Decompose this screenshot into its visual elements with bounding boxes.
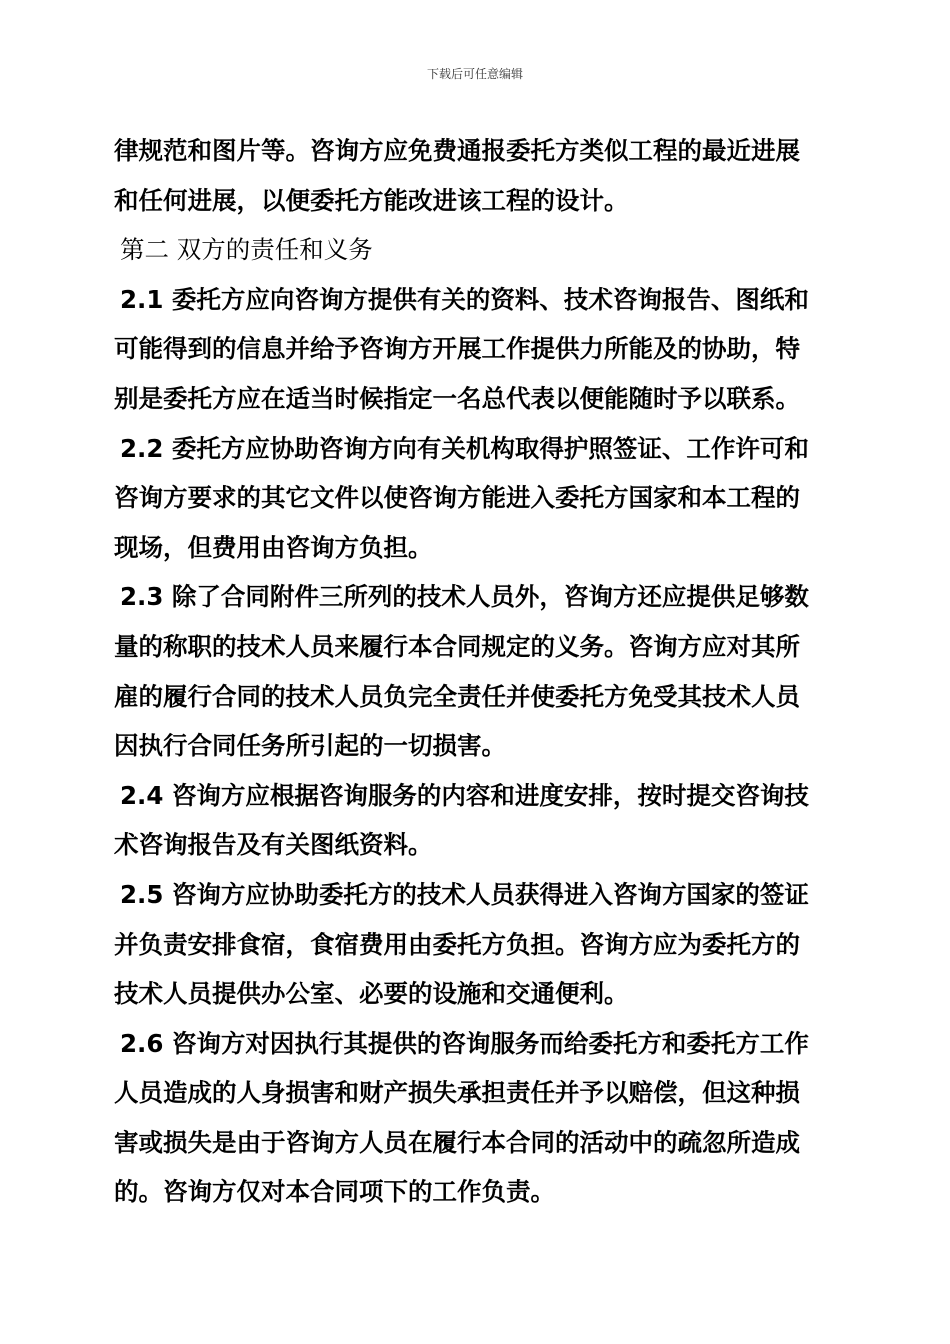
text-line: 别是委托方应在适当时候指定一名总代表以便能随时予以联系。 [114, 383, 800, 413]
text-line: 咨询方要求的其它文件以使咨询方能进入委托方国家和本工程的 [114, 483, 800, 513]
clause-2-3-first-line: 2.3 除了合同附件三所列的技术人员外，咨询方还应提供足够数 [120, 582, 809, 612]
clause-2-1-first-line: 2.1 委托方应向咨询方提供有关的资料、技术咨询报告、图纸和 [120, 284, 809, 314]
text-line: 技术人员提供办公室、必要的设施和交通便利。 [114, 979, 629, 1009]
text-line: 律规范和图片等。咨询方应免费通报委托方类似工程的最近进展 [114, 136, 800, 165]
text-line: 和任何进展，以便委托方能改进该工程的设计。 [114, 185, 629, 215]
page-header-note: 下载后可任意编辑 [426, 67, 523, 81]
text-line: 可能得到的信息并给予咨询方开展工作提供力所能及的协助，特 [114, 334, 800, 364]
document-body [114, 126, 842, 1217]
section-heading: 第二 双方的责任和义务 [120, 235, 373, 265]
text-line: 现场，但费用由咨询方负担。 [114, 532, 433, 562]
clause-2-2-first-line: 2.2 委托方应协助咨询方向有关机构取得护照签证、工作许可和 [120, 433, 809, 463]
text-line: 术咨询报告及有关图纸资料。 [114, 830, 433, 860]
clause-2-4-first-line: 2.4 咨询方应根据咨询服务的内容和进度安排，按时提交咨询技 [120, 780, 809, 810]
text-line: 因执行合同任务所引起的一切损害。 [114, 731, 506, 761]
text-line: 害或损失是由于咨询方人员在履行本合同的活动中的疏忽所造成 [114, 1127, 800, 1157]
text-line: 的。咨询方仅对本合同项下的工作负责。 [114, 1177, 555, 1207]
text-line: 并负责安排食宿，食宿费用由委托方负担。咨询方应为委托方的 [114, 929, 800, 959]
clause-2-5-first-line: 2.5 咨询方应协助委托方的技术人员获得进入咨询方国家的签证 [120, 879, 809, 909]
text-line: 人员造成的人身损害和财产损失承担责任并予以赔偿，但这种损 [114, 1078, 800, 1108]
text-line: 雇的履行合同的技术人员负完全责任并使委托方免受其技术人员 [114, 681, 800, 711]
clause-2-6-first-line: 2.6 咨询方对因执行其提供的咨询服务而给委托方和委托方工作 [120, 1028, 809, 1058]
text-line: 量的称职的技术人员来履行本合同规定的义务。咨询方应对其所 [114, 631, 800, 661]
